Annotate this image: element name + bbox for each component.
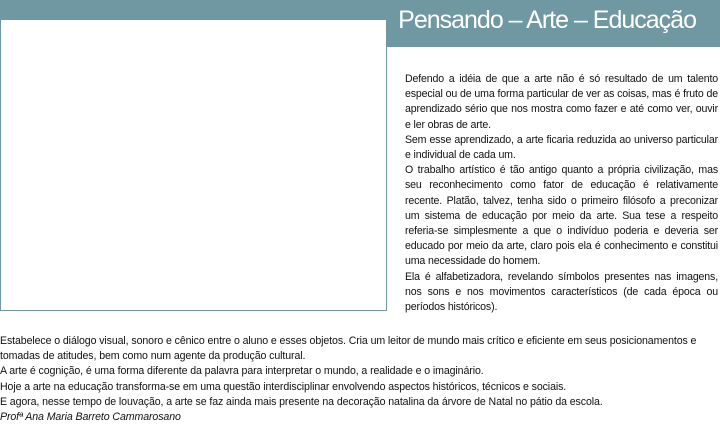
paragraph: Hoje a arte na educação transforma-se em uma questão interdisciplinar envolvendo aspectos históricos, técnicos e sociais.	[0, 380, 567, 393]
paragraph: Sem esse aprendizado, a arte ficaria reduzida ao universo particular e individual de cada um.	[405, 133, 718, 162]
paragraph: A arte é cognição, é uma forma diferente da palavra para interpretar o mundo, a realidade e o imaginário.	[0, 365, 484, 378]
side-column-text	[405, 72, 718, 315]
paragraph: O trabalho artístico é tão antigo quanto a própria civilização, mas seu reconhecimento como fator de educação é relativamente recente. Platão, talvez, tenha sido o primeiro filósofo a preconizar um sistema de educação por meio da arte. Sua tese a respeito referia-se simplesmente a que o indivíduo poderia e deveria ser educado por meio da arte, claro pois ela é conhecimento e constitui uma necessidade do homem.	[405, 164, 718, 268]
page-title: Pensando – Arte – Educação	[398, 6, 696, 34]
author-signature: Profª Ana Maria Barreto Cammarosano	[0, 411, 181, 424]
paragraph: E agora, nesse tempo de louvação, a arte se faz ainda mais presente na decoração natalina da árvore de Natal no pátio da escola.	[0, 395, 603, 408]
image-frame-top	[15, 20, 375, 47]
paragraph: Estabelece o diálogo visual, sonoro e cênico entre o aluno e esses objetos. Cria um leitor de mundo mais crítico e eficiente em seus posicionamentos e tomadas de atitudes, bem como num agente da produção cultural.	[0, 335, 697, 363]
paragraph: Defendo a idéia de que a arte não é só resultado de um talento especial ou de uma forma particular de ver as coisas, mas é fruto de aprendizado sério que nos mostra como fazer e até como ver, ouvir e ler obras de arte.	[405, 73, 718, 131]
full-width-text	[0, 334, 720, 425]
paragraph: Ela é alfabetizadora, revelando símbolos presentes nas imagens, nos sons e nos movimentos característicos (de cada época ou períodos históricos).	[405, 270, 718, 314]
image-placeholder	[0, 20, 387, 311]
